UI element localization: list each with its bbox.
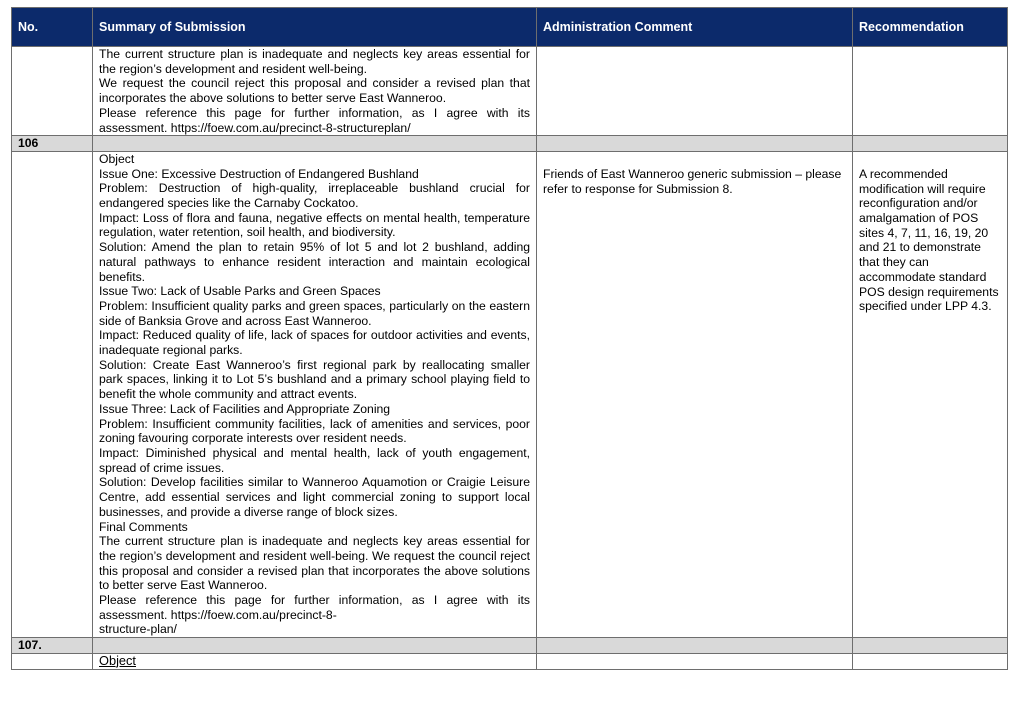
summary-line: Issue Three: Lack of Facilities and Appropriate Zoning	[99, 401, 391, 416]
submissions-table	[11, 7, 1008, 670]
cell-admin-comment	[537, 151, 853, 637]
cell-recommendation	[853, 653, 1008, 669]
summary-line: Please reference this page for further information, as I agree with its assessment. https://foew.com.au/precinct-8-structureplan/	[99, 105, 530, 135]
summary-line: The current structure plan is inadequate and neglects key areas essential for the region’s development and resident well-being. We request the council reject this proposal and consider a revised plan that incorporates the above solutions to better serve East Wanneroo.	[99, 534, 530, 593]
summary-line: Impact: Reduced quality of life, lack of spaces for outdoor activities and events, inadequate regional parks.	[99, 328, 530, 358]
submission-number: 107.	[12, 638, 93, 654]
summary-line: Final Comments	[99, 519, 188, 534]
cell-admin-comment	[537, 653, 853, 669]
cell-summary	[93, 47, 537, 136]
summary-line: Solution: Develop facilities similar to Wanneroo Aquamotion or Craigie Leisure Centre, add essential services and light commercial zoning to support local businesses, and provide a diverse range of block sizes.	[99, 475, 530, 519]
table-header-row	[12, 8, 1008, 47]
submission-number-row	[12, 136, 1008, 152]
summary-heading-object: Object	[99, 151, 135, 166]
cell-summary	[93, 653, 537, 669]
summary-line: Impact: Diminished physical and mental health, lack of youth engagement, spread of crime issues.	[99, 445, 530, 475]
summary-line: Problem: Destruction of high-quality, irreplaceable bushland crucial for endangered species like the Carnaby Cockatoo.	[99, 181, 530, 211]
cell-recommendation	[853, 47, 1008, 136]
summary-line: Problem: Insufficient quality parks and green spaces, particularly on the eastern side of Banksia Grove and across East Wanneroo.	[99, 298, 530, 328]
table-row-106	[12, 151, 1008, 637]
admin-comment-text: Friends of East Wanneroo generic submission – please refer to response for Submission 8.	[543, 166, 842, 196]
submission-number-row	[12, 638, 1008, 654]
header-recommendation: Recommendation	[853, 8, 1008, 47]
header-no: No.	[12, 8, 93, 47]
summary-line: Issue One: Excessive Destruction of Endangered Bushland	[99, 166, 419, 181]
cell-no	[12, 47, 93, 136]
cell-no	[12, 151, 93, 637]
header-summary: Summary of Submission	[93, 8, 537, 47]
summary-heading-object: Object	[99, 652, 136, 668]
summary-line: structure-plan/	[99, 622, 177, 637]
summary-line: Issue Two: Lack of Usable Parks and Green Spaces	[99, 284, 381, 299]
summary-line: We request the council reject this proposal and consider a revised plan that incorporates the above solutions to better serve East Wanneroo.	[99, 76, 530, 106]
header-admin-comment: Administration Comment	[537, 8, 853, 47]
submission-number: 106	[12, 136, 93, 152]
cell-admin-comment	[537, 47, 853, 136]
cell-summary	[93, 151, 537, 637]
table-row-continued	[12, 47, 1008, 136]
summary-line: Solution: Amend the plan to retain 95% of lot 5 and lot 2 bushland, adding natural pathways to enhance resident interaction and maintain ecological benefits.	[99, 240, 530, 284]
summary-line: Impact: Loss of flora and fauna, negative effects on mental health, temperature regulation, water retention, soil health, and biodiversity.	[99, 210, 530, 240]
summary-line: Please reference this page for further information, as I agree with its assessment. https://foew.com.au/precinct-8-	[99, 593, 530, 622]
summary-line: Problem: Insufficient community facilities, lack of amenities and services, poor zoning favouring corporate interests over resident needs.	[99, 416, 530, 446]
summary-line: The current structure plan is inadequate and neglects key areas essential for the region’s development and resident well-being.	[99, 47, 530, 76]
summary-line: Solution: Create East Wanneroo’s first regional park by reallocating smaller park spaces, linking it to Lot 5’s bushland and a primary school playing field to benefit the whole community and attract events.	[99, 357, 530, 402]
cell-recommendation	[853, 151, 1008, 637]
table-row-107	[12, 653, 1008, 669]
recommendation-text: A recommended modification will require reconfiguration and/or amalgamation of POS sites 4, 7, 11, 16, 19, 20 and 21 to demonstrate that they can accommodate standard POS design requirements specified under LPP 4.3.	[859, 166, 999, 314]
cell-no	[12, 653, 93, 669]
